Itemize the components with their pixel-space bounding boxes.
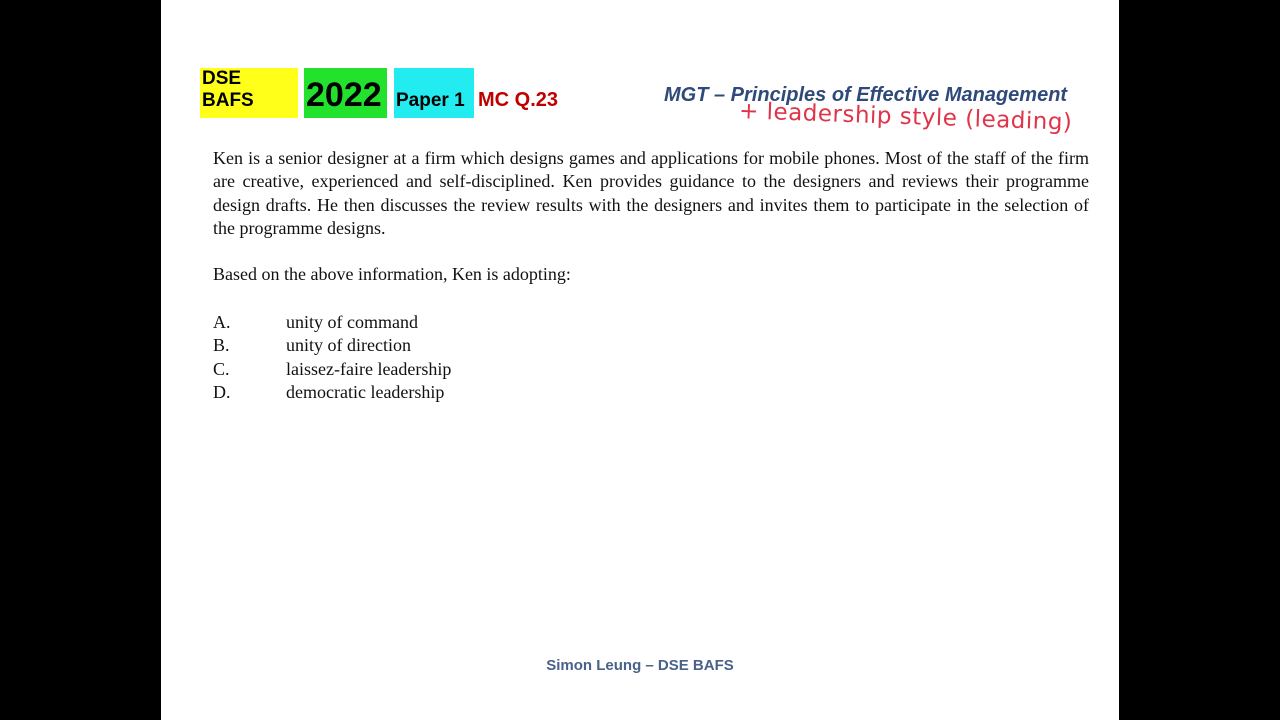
footer-credit: Simon Leung – DSE BAFS bbox=[546, 657, 734, 674]
option-c bbox=[213, 358, 451, 381]
question-prompt: Based on the above information, Ken is adopting: bbox=[213, 264, 571, 284]
handwritten-note: + leadership style (leading) bbox=[738, 98, 1073, 136]
exam-label-badge: DSE BAFS bbox=[200, 68, 298, 118]
option-letter: B. bbox=[213, 335, 230, 356]
option-letter: D. bbox=[213, 382, 231, 403]
answer-options bbox=[213, 311, 451, 404]
option-d bbox=[213, 381, 451, 404]
option-a bbox=[213, 311, 451, 334]
topic-title: MGT – Principles of Effective Management bbox=[664, 84, 1068, 106]
year-badge: 2022 bbox=[304, 68, 387, 118]
question-stem: Ken is a senior designer at a firm which designs games and applications for mobile phones. Most of the staff of the firm are creative, experienced and self-disciplined. Ken provides guidance to the designers and reviews their programme design drafts. He then discusses the review results with the designers and invites them to participate in the selection of the programme designs. bbox=[213, 148, 1089, 238]
question-id: MC Q.23 bbox=[478, 89, 559, 111]
option-letter: C. bbox=[213, 358, 230, 379]
option-text: unity of direction bbox=[286, 335, 411, 356]
slide bbox=[161, 0, 1119, 720]
option-text: unity of command bbox=[286, 312, 418, 333]
option-text: laissez-faire leadership bbox=[286, 358, 452, 379]
option-text: democratic leadership bbox=[286, 382, 445, 403]
option-b bbox=[213, 334, 451, 357]
option-letter: A. bbox=[213, 312, 231, 333]
paper-badge: Paper 1 bbox=[394, 68, 474, 118]
